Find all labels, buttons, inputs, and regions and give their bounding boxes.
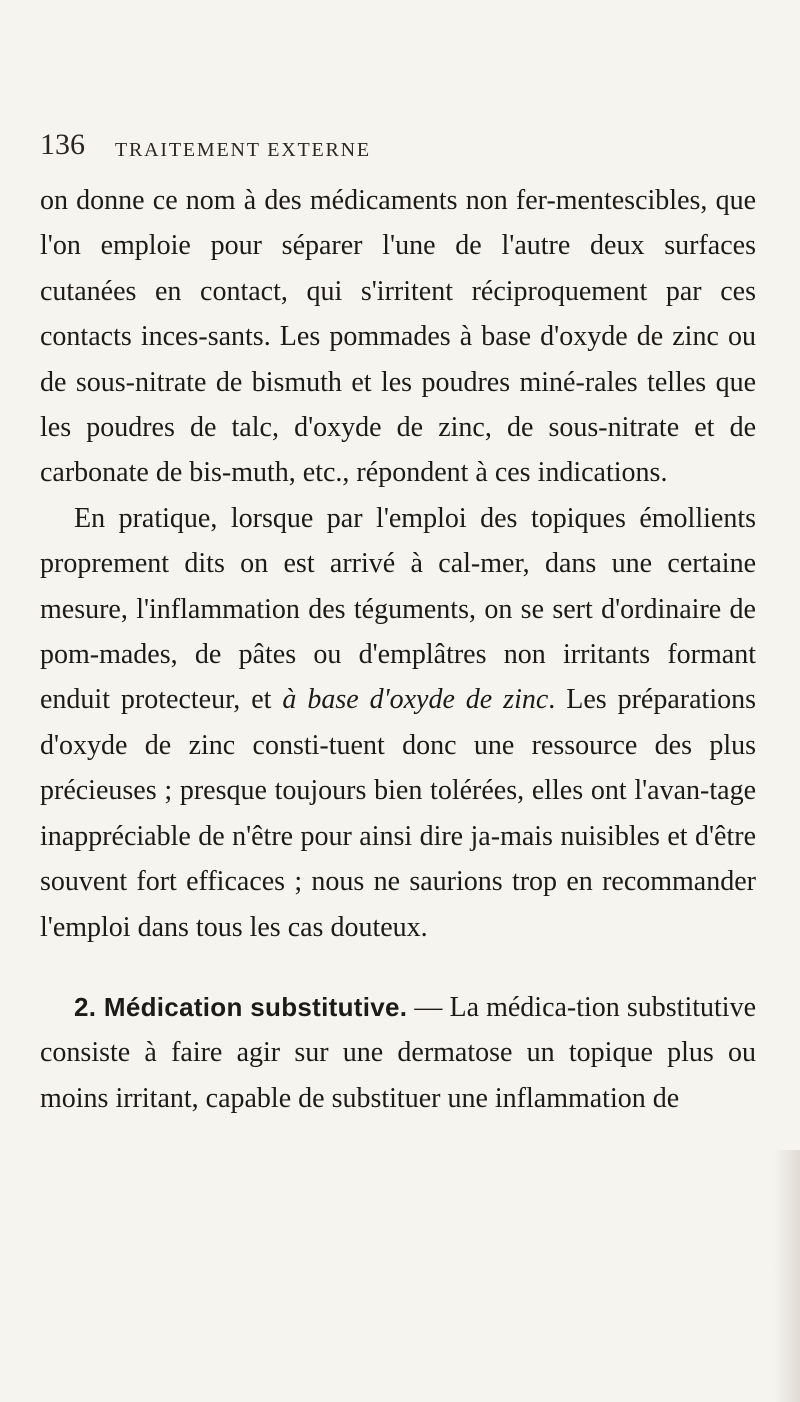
paragraph-2-text-a: En pratique, lorsque par l'emploi des topiques émollients proprement dits on est arrivé à cal-mer, dans une certaine mesure, l'inflammation des téguments, on se sert d'ordinaire de pom-mades, de pâtes ou d'emplâtres non irritants formant enduit protecteur, et xyxy=(40,502,756,716)
section-2 xyxy=(40,985,756,1121)
section-heading: 2. Médication substitutive. xyxy=(74,991,408,1022)
body-text xyxy=(40,178,756,1121)
paragraph-2-italic: à base d'oxyde de zinc xyxy=(282,684,549,716)
section-2-text: — La médica-tion substitutive consiste à faire agir sur une dermatose un topique plus ou moins irritant, capable de substituer une inflammation de xyxy=(40,991,756,1114)
page-number: 136 xyxy=(40,128,85,161)
paragraph-2-text-b: . Les préparations d'oxyde de zinc consti-tuent donc une ressource des plus précieuses ; presque toujours bien tolérées, elles ont l'avan-tage inappréciable de n'être pour ainsi dire ja-mais nuisibles et d'être souvent fort efficaces ; nous ne saurions trop en recommander l'emploi dans tous les cas douteux. xyxy=(40,684,756,943)
page-edge-shadow xyxy=(774,1150,800,1402)
running-title: TRAITEMENT EXTERNE xyxy=(115,139,371,161)
paragraph-1: on donne ce nom à des médicaments non fer-mentescibles, que l'on emploie pour séparer l'une de l'autre deux surfaces cutanées en contact, qui s'irritent réciproquement par ces contacts inces-sants. Les pommades à base d'oxyde de zinc ou de sous-nitrate de bismuth et les poudres miné-rales telles que les poudres de talc, d'oxyde de zinc, de sous-nitrate et de carbonate de bis-muth, etc., répondent à ces indications. xyxy=(40,185,756,489)
paragraph-2 xyxy=(40,496,756,950)
page-header xyxy=(40,130,760,172)
